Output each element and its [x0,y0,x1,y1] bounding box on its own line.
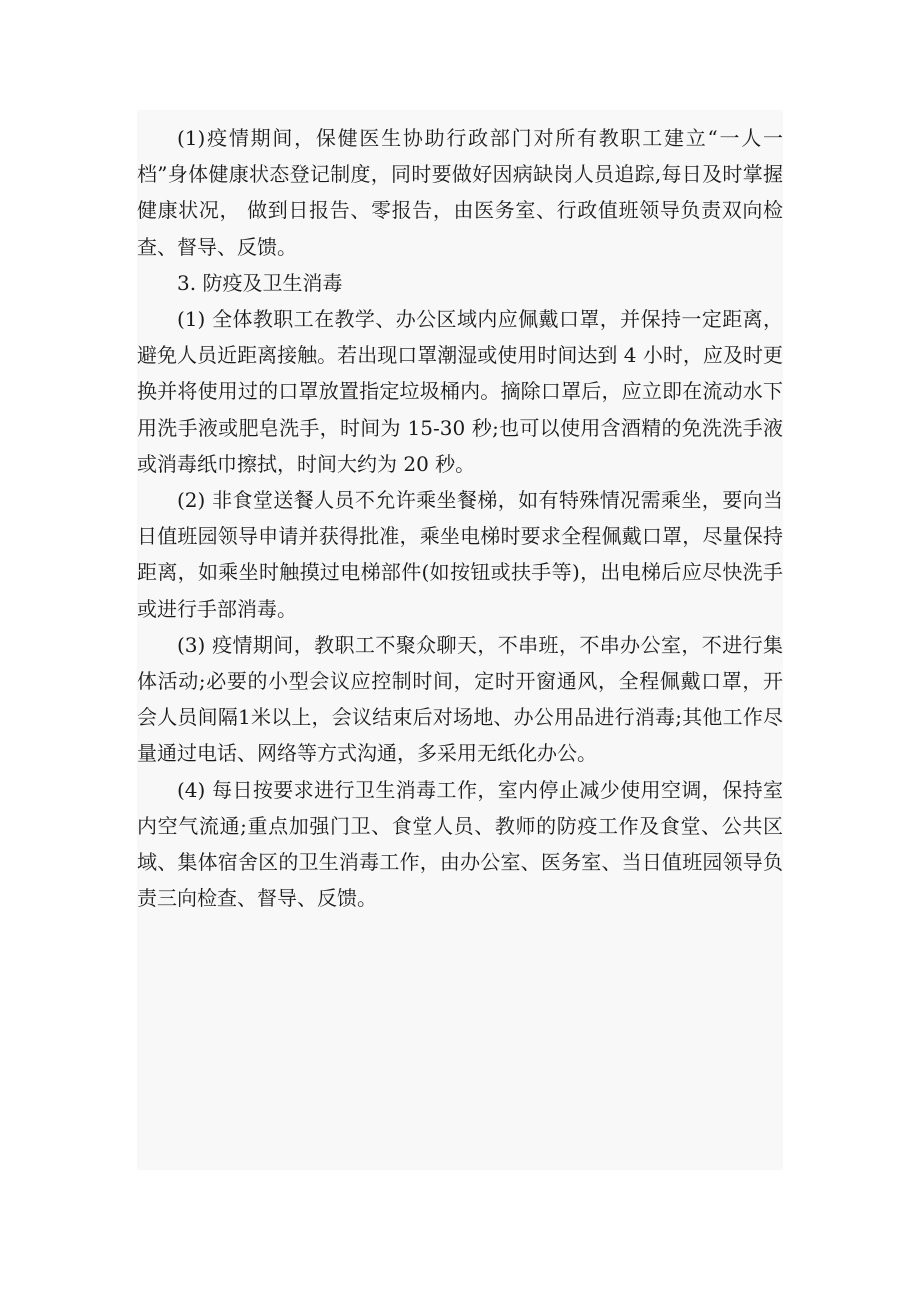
paragraph-health-records: (1)疫情期间，保健医生协助行政部门对所有教职工建立“一人一档”身体健康状态登记制度，同时要做好因病缺岗人员追踪,每日及时掌握健康状况， 做到日报告、零报告，由医务室、行政值班领导负责双向检查、督导、反馈。 [137,126,783,259]
document-body [137,120,783,916]
document-page [137,110,783,1170]
paragraph-elevator: (2) 非食堂送餐人员不允许乘坐餐梯，如有特殊情况需乘坐，要向当日值班园领导申请并获得批准，乘坐电梯时要求全程佩戴口罩，尽量保持距离，如乘坐时触摸过电梯部件(如按钮或扶手等)，出电梯后应尽快洗手或进行手部消毒。 [137,488,783,621]
section-heading-disinfection: 3. 防疫及卫生消毒 [177,270,343,295]
paragraph-daily-disinfection: (4) 每日按要求进行卫生消毒工作，室内停止减少使用空调，保持室内空气流通;重点加强门卫、食堂人员、教师的防疫工作及食堂、公共区域、集体宿舍区的卫生消毒工作，由办公室、医务室、当日值班园领导负责三向检查、督导、反馈。 [137,777,783,911]
paragraph-masks: (1) 全体教职工在教学、办公区域内应佩戴口罩，并保持一定距离，避免人员近距离接触。若出现口罩潮湿或使用时间达到 4 小时，应及时更换并将使用过的口罩放置指定垃圾桶内。摘除口罩后，应立即在流动水下用洗手液或肥皂洗手，时间为 15-30 秒;也可以使用含酒精的免洗洗手液或消毒纸巾擦拭，时间大约为 20 秒。 [137,307,783,476]
paragraph-gatherings: (3) 疫情期间，教职工不聚众聊天，不串班，不串办公室，不进行集体活动;必要的小型会议应控制时间，定时开窗通风，全程佩戴口罩，开会人员间隔1米以上，会议结束后对场地、办公用品进行消毒;其他工作尽量通过电话、网络等方式沟通，多采用无纸化办公。 [137,632,783,766]
